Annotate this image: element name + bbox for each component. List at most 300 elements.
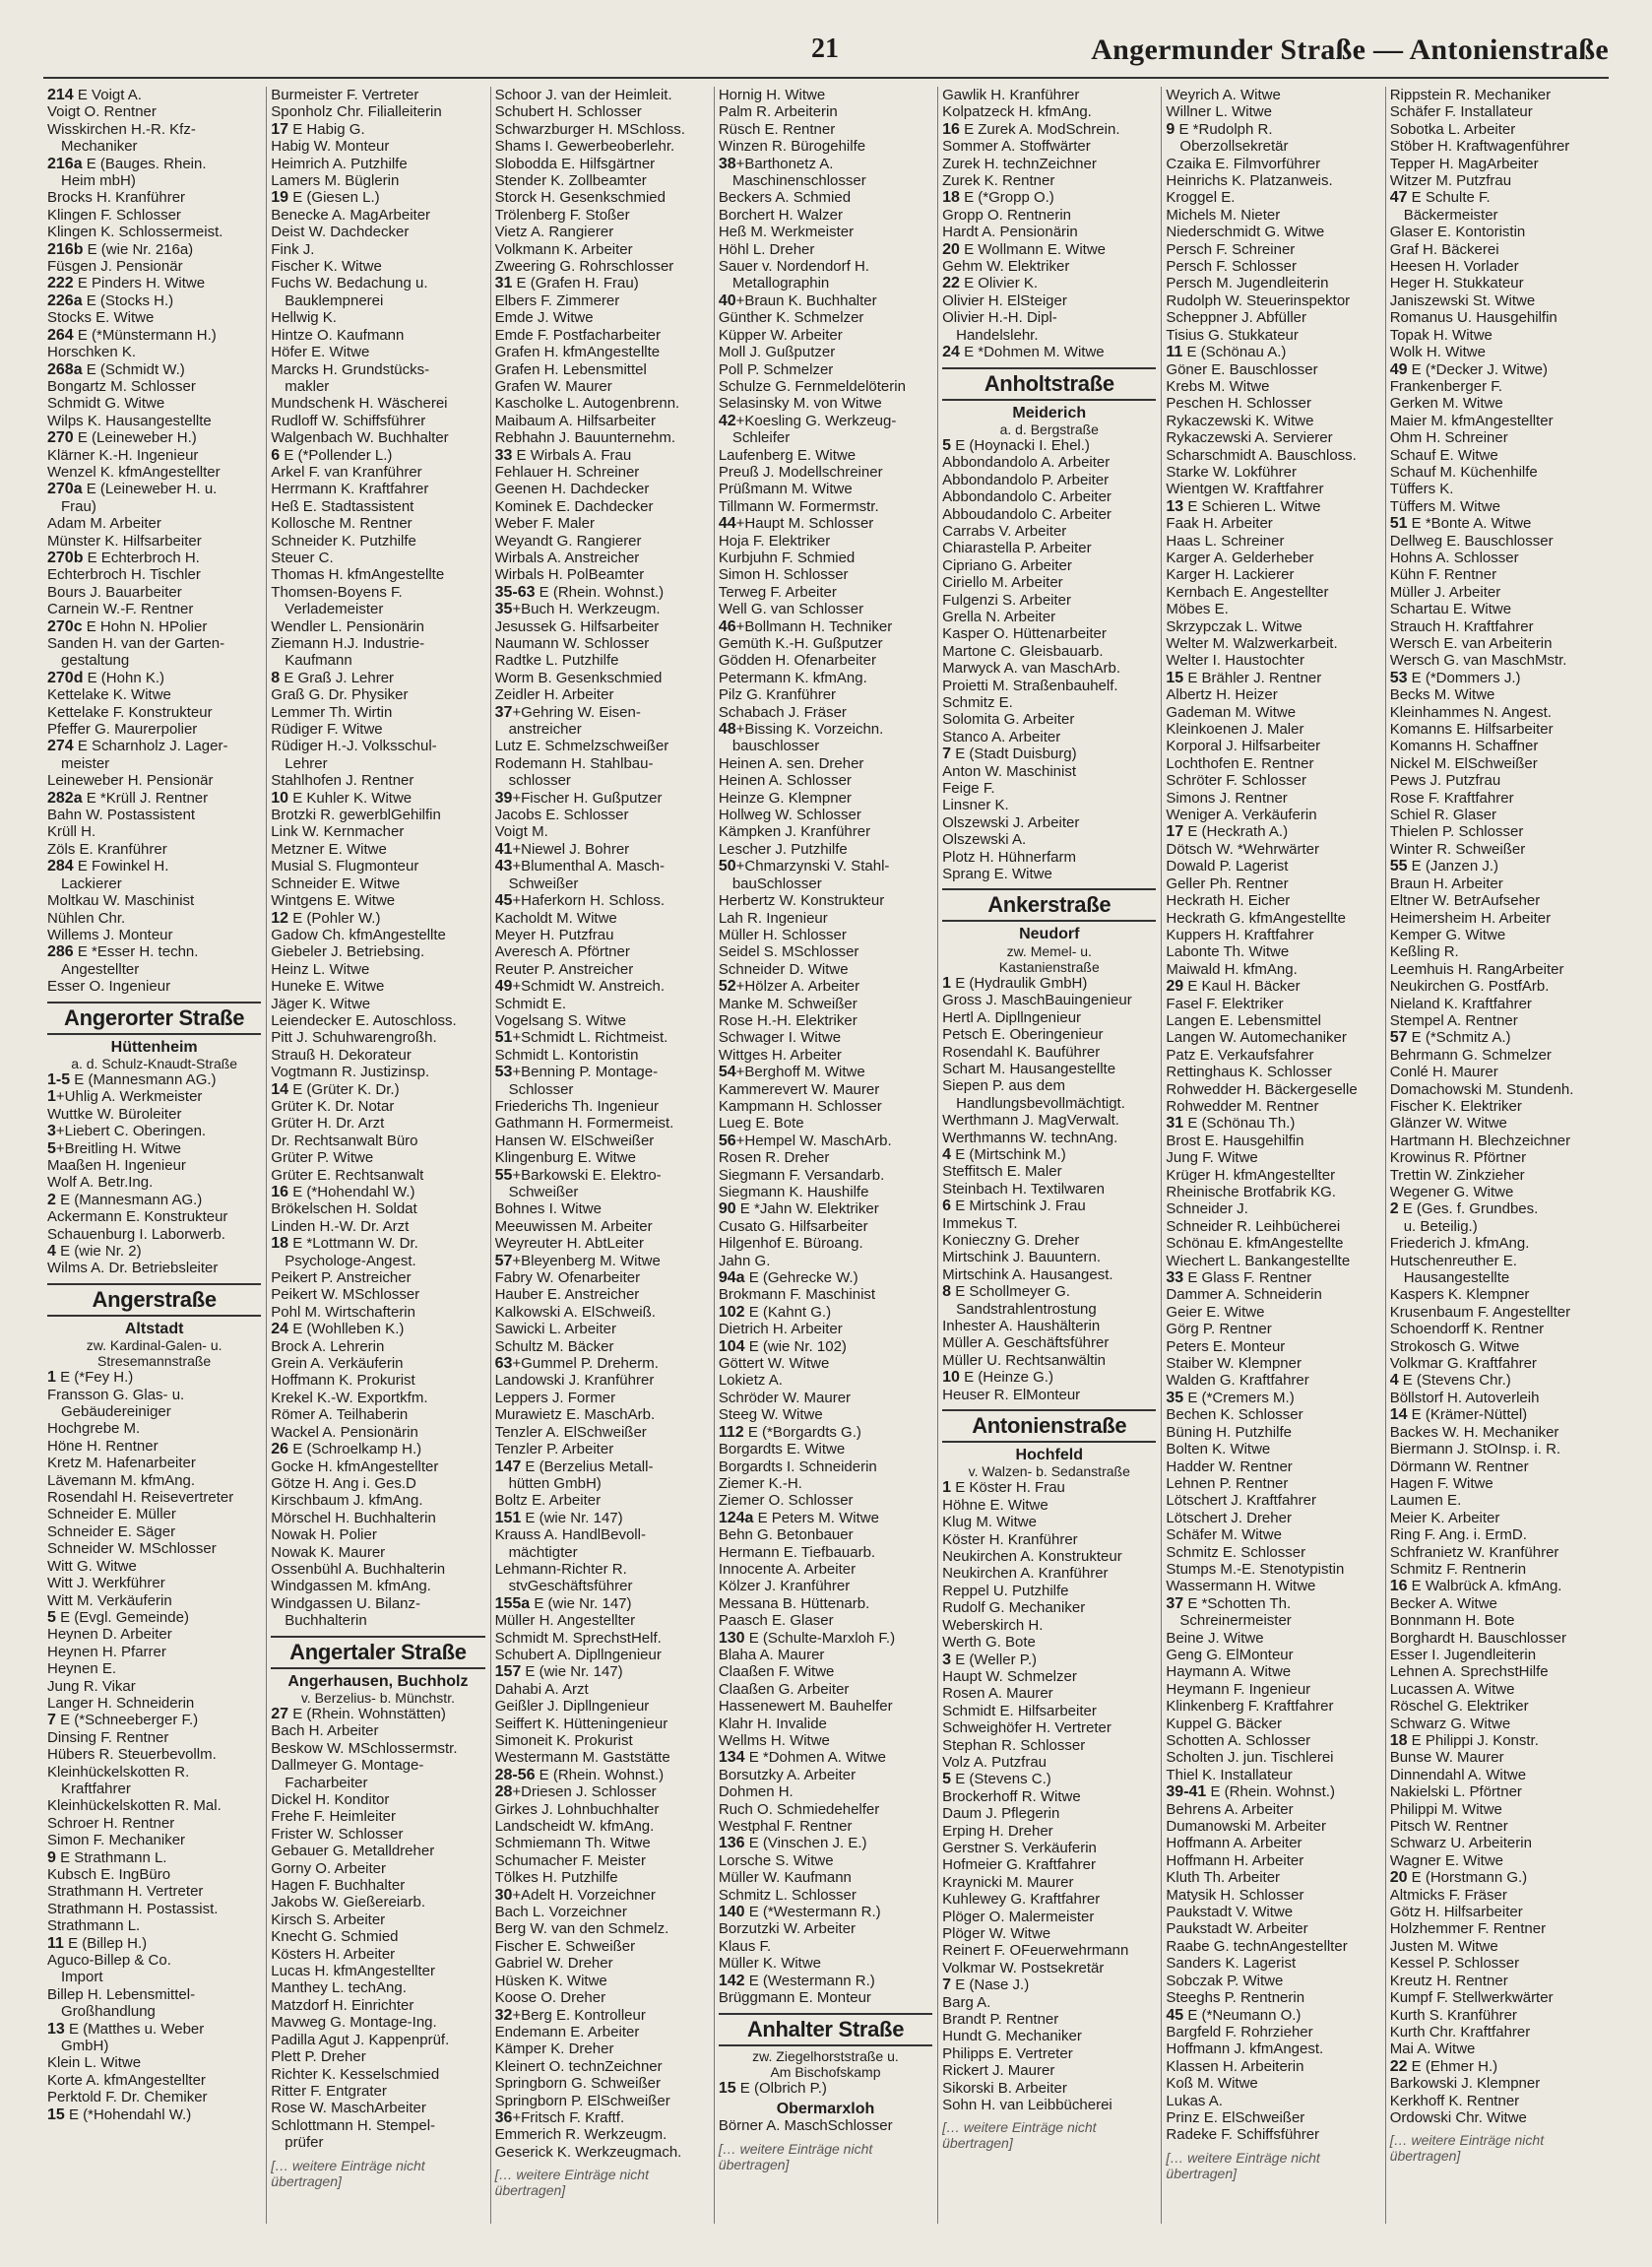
directory-entry [47, 858, 261, 874]
entry-text: Graf H. Bäckerei [1389, 240, 1499, 258]
entry-text: E (Hoynacki I. Ehel.) [951, 436, 1090, 454]
directory-entry [719, 1064, 932, 1080]
directory-entry [1390, 686, 1604, 703]
directory-entry [1390, 2093, 1604, 2109]
entry-text: zw. Memel- u. [1006, 942, 1092, 959]
directory-entry-continuation [47, 875, 261, 892]
house-number: 1 [942, 974, 952, 992]
directory-entry [1390, 550, 1604, 566]
entry-text: E Hohn N. HPolier [82, 617, 208, 635]
directory-entry [719, 1595, 932, 1612]
entry-text: Klaus F. [718, 1937, 772, 1955]
entry-text: meister [61, 754, 110, 772]
entry-text: Altstadt [124, 1320, 184, 1337]
entry-text: Pitsch W. Rentner [1389, 1818, 1508, 1836]
entry-text: Simon H. Schlosser [718, 566, 849, 584]
entry-text: Hundt G. Mechaniker [942, 2028, 1082, 2045]
entry-text: E (*Borgardts G.) [743, 1423, 861, 1441]
directory-entry [271, 1963, 484, 1979]
directory-entry [719, 292, 932, 309]
directory-entry [495, 447, 709, 464]
entry-text: Arkel F. van Kranführer [271, 463, 422, 481]
entry-text: Schlottmann H. Stempel- [271, 2116, 436, 2134]
entry-text: Klein L. Witwe [47, 2054, 142, 2072]
house-number: 35 [1166, 1389, 1184, 1406]
house-number: 12 [271, 909, 289, 927]
directory-entry [495, 1115, 709, 1132]
entry-text: bauschlosser [731, 738, 820, 755]
directory-entry [271, 2032, 484, 2048]
directory-entry [1166, 1783, 1379, 1800]
directory-entry [47, 1849, 261, 1866]
directory-entry [1390, 1887, 1604, 1904]
house-number: 9 [1166, 120, 1175, 138]
entry-text: +Buch H. Werkzeugm. [512, 601, 661, 618]
directory-entry [942, 1249, 1156, 1265]
entry-text: Bäckermeister [1403, 206, 1498, 224]
entry-text: Stresemannstraße [97, 1353, 212, 1370]
house-number: 19 [271, 189, 289, 207]
directory-entry [47, 1472, 261, 1489]
directory-entry [271, 910, 484, 927]
directory-entry [271, 1877, 484, 1894]
directory-entry [942, 1146, 1156, 1163]
directory-entry [271, 1098, 484, 1115]
entry-text: Knecht G. Schmied [271, 1928, 399, 1946]
entry-text: Hellwig K. [271, 309, 337, 327]
directory-entry [1166, 1441, 1379, 1457]
directory-entry [1166, 1200, 1379, 1217]
directory-entry [495, 1012, 709, 1029]
house-number: 214 [47, 87, 74, 103]
entry-text: Heimersheim H. Arbeiter [1389, 909, 1552, 927]
entry-text: Zweering G. Rohrschlosser [494, 258, 674, 276]
entry-text: Staiber W. Klempner [1166, 1355, 1302, 1373]
entry-text: Wientgen W. Kraftfahrer [1166, 481, 1324, 498]
directory-entry [495, 943, 709, 960]
house-number: 1 [942, 1479, 952, 1497]
entry-text: Nickel M. ElSchweißer [1389, 754, 1538, 772]
directory-entry [1166, 807, 1379, 823]
directory-entry [1166, 189, 1379, 206]
directory-entry [1390, 1920, 1604, 1937]
entry-text: Windgassen U. Bilanz- [271, 1594, 421, 1612]
entry-text: Willems J. Monteur [47, 926, 173, 943]
directory-entry [271, 1012, 484, 1029]
directory-entry [719, 1630, 932, 1647]
entry-text: E (Nase J.) [951, 1976, 1030, 1994]
house-number: 142 [718, 1972, 745, 1989]
entry-text: E Fowinkel H. [73, 858, 169, 875]
entry-text: Olivier H. ElSteiger [942, 291, 1067, 309]
entry-text: Stephan R. Schlosser [942, 1736, 1086, 1754]
entry-text: E (Mannesmann AG.) [55, 1191, 203, 1208]
directory-entry-continuation [47, 172, 261, 189]
directory-entry [1166, 1801, 1379, 1818]
entry-text: Anhalter Straße [746, 2016, 905, 2041]
directory-entry [1390, 704, 1604, 721]
entry-text: Stöber H. Kraftwagenführer [1389, 138, 1570, 156]
directory-entry [719, 361, 932, 378]
entry-text: Sanden H. van der Garten- [47, 635, 225, 652]
directory-entry [1390, 103, 1604, 120]
entry-text: Radtke L. Putzhilfe [494, 652, 619, 670]
directory-entry [1390, 858, 1604, 874]
directory-entry [1166, 1338, 1379, 1355]
entry-text: Mai A. Witwe [1389, 2040, 1476, 2058]
directory-entry [1166, 1235, 1379, 1252]
directory-entry [271, 2014, 484, 2031]
directory-entry [1166, 1458, 1379, 1475]
directory-entry [495, 1595, 709, 1612]
entry-text: Trettin W. Zinkzieher [1389, 1166, 1525, 1184]
entry-text: Krauss A. HandlBevoll- [494, 1526, 646, 1544]
entry-text: Heß M. Werkmeister [718, 224, 855, 241]
entry-text: Peikert W. MSchlosser [271, 1286, 420, 1304]
directory-entry [1166, 344, 1379, 360]
directory-entry [1166, 1561, 1379, 1578]
entry-text: Müller W. Kaufmann [718, 1869, 852, 1887]
entry-text: Kettelake F. Konstrukteur [47, 703, 213, 721]
entry-text: Anton W. Maschinist [942, 762, 1077, 780]
directory-entry [719, 103, 932, 120]
entry-text: Biermann J. StOInsp. i. R. [1389, 1441, 1561, 1458]
directory-entry [271, 1510, 484, 1526]
directory-entry [271, 309, 484, 326]
directory-entry [719, 1904, 932, 1920]
directory-entry [1166, 1406, 1379, 1423]
directory-entry [47, 1208, 261, 1225]
entry-text: E Voigt A. [73, 87, 142, 103]
directory-entry [942, 309, 1156, 326]
entry-text: Olszewski A. [942, 831, 1027, 849]
entry-text: Frister W. Schlosser [271, 1825, 404, 1843]
directory-entry [1166, 1253, 1379, 1269]
entry-text: Niederschmidt G. Witwe [1166, 224, 1325, 241]
directory-entry [719, 1526, 932, 1543]
entry-text: Obermarxloh [776, 2100, 875, 2117]
directory-entry [47, 790, 261, 807]
directory-entry [47, 1489, 261, 1506]
directory-entry [47, 1140, 261, 1157]
directory-entry [1390, 87, 1604, 103]
entry-text: Schmidt L. Kontoristin [494, 1046, 639, 1064]
entry-text: E (Gehrecke W.) [744, 1269, 858, 1287]
entry-text: Heimrich A. Putzhilfe [271, 155, 408, 172]
entry-text: Müller J. Arbeiter [1389, 583, 1501, 601]
directory-entry [271, 172, 484, 189]
entry-text: Hoffmann A. Arbeiter [1166, 1835, 1303, 1852]
entry-text: Wersch G. van MaschMstr. [1389, 652, 1567, 670]
entry-text: Schmidt E. Hilfsarbeiter [942, 1702, 1097, 1719]
directory-entry [271, 841, 484, 858]
directory-entry [942, 1044, 1156, 1061]
entry-text: Hausangestellte [1403, 1269, 1510, 1287]
directory-entry [942, 1198, 1156, 1214]
entry-text: Esser I. Jugendleiterin [1389, 1646, 1537, 1663]
entry-text: Wackel A. Pensionärin [271, 1423, 418, 1441]
entry-text: Glänzer W. Witwe [1389, 1115, 1507, 1133]
entry-text: +Berg E. Kontrolleur [512, 2006, 646, 2024]
directory-entry [1390, 361, 1604, 378]
entry-text: Faak H. Arbeiter [1166, 515, 1273, 533]
directory-entry [942, 625, 1156, 642]
entry-text: Lutz E. Schmelzschweißer [494, 738, 669, 755]
entry-text: Nowak K. Maurer [271, 1543, 386, 1561]
entry-text: E (*Fey H.) [55, 1369, 134, 1387]
directory-entry [719, 1029, 932, 1046]
directory-entry [719, 156, 932, 172]
directory-entry [1390, 910, 1604, 927]
house-number: 155a [494, 1594, 531, 1612]
entry-text: Schwarz G. Witwe [1389, 1715, 1511, 1732]
directory-entry [942, 1634, 1156, 1651]
entry-text: Pohl M. Wirtschafterin [271, 1303, 415, 1321]
entry-text: Pfeffer G. Maurerpolier [47, 721, 198, 739]
entry-text: Hoffmann J. kfmAngest. [1166, 2040, 1324, 2058]
directory-entry [47, 1832, 261, 1848]
entry-text: Kemper G. Witwe [1389, 926, 1506, 943]
directory-entry [1390, 2024, 1604, 2040]
entry-text: Nakielski L. Pförtner [1389, 1783, 1522, 1801]
entry-text: Kraynicki M. Maurer [942, 1873, 1074, 1891]
entry-text: Manke M. Schweißer [718, 995, 858, 1012]
directory-entry [271, 704, 484, 721]
entry-text: E Kuhler K. Witwe [288, 789, 413, 807]
directory-entry [47, 156, 261, 172]
directory-entry [1166, 1390, 1379, 1406]
entry-text: Schumacher F. Meister [494, 1851, 646, 1869]
entry-text: Paasch E. Glaser [718, 1612, 834, 1630]
entry-text: E (Horstmann G.) [1407, 1869, 1528, 1887]
directory-entry [47, 1626, 261, 1643]
directory-entry [495, 2007, 709, 2024]
entry-text: +Blumenthal A. Masch- [512, 858, 666, 875]
house-number: 274 [47, 738, 74, 755]
entry-text: Kalkowski A. ElSchweiß. [494, 1303, 656, 1321]
directory-entry [47, 978, 261, 995]
directory-entry [942, 1583, 1156, 1599]
directory-entry [495, 1526, 709, 1543]
entry-text: Skrzypczak L. Witwe [1166, 617, 1303, 635]
entry-text: Herrmann K. Kraftfahrer [271, 481, 429, 498]
directory-entry [495, 807, 709, 823]
directory-entry [271, 1595, 484, 1612]
directory-entry [1166, 2075, 1379, 2092]
entry-text: Sponholz Chr. Filialleiterin [271, 103, 442, 121]
directory-entry [47, 807, 261, 823]
entry-text: Heinen A. sen. Dreher [718, 754, 864, 772]
entry-text: Preuß J. Modellschreiner [718, 463, 883, 481]
entry-text: Simoneit K. Prokurist [494, 1732, 633, 1749]
directory-entry-continuation [47, 138, 261, 155]
directory-entry [271, 138, 484, 155]
entry-text: Schäfer F. Installateur [1389, 103, 1533, 121]
directory-entry [271, 1184, 484, 1200]
directory-entry [495, 1869, 709, 1886]
directory-entry [942, 780, 1156, 797]
entry-text: Gawlik H. Kranführer [942, 87, 1080, 103]
directory-entry [1166, 1372, 1379, 1389]
entry-text: Pilz G. Kranführer [718, 686, 837, 704]
house-number: 45 [1166, 2006, 1184, 2024]
entry-text: Wolf A. Betr.Ing. [47, 1174, 154, 1192]
entry-text: E (Westermann R.) [744, 1972, 875, 1989]
entry-text: Thomas H. kfmAngestellte [271, 566, 445, 584]
entry-text: Tisius G. Stukkateur [1166, 326, 1299, 344]
entry-text: Kleinert O. technZeichner [494, 2057, 663, 2075]
directory-entry [1390, 1681, 1604, 1698]
entry-text: Tüffers M. Witwe [1389, 497, 1500, 515]
entry-text: E (wie Nr. 147) [530, 1594, 632, 1612]
entry-text: Albertz H. Heizer [1166, 686, 1278, 704]
entry-text: E (Schönau A.) [1182, 344, 1287, 361]
house-number: 5 [942, 436, 952, 454]
entry-text: Scheppner J. Abfüller [1166, 309, 1306, 327]
entry-text: Maibaum A. Hilfsarbeiter [494, 412, 656, 429]
entry-text: Claaßen G. Arbeiter [718, 1680, 850, 1698]
directory-entry [1390, 224, 1604, 240]
directory-entry [719, 601, 932, 617]
entry-text: Vietz A. Rangierer [494, 224, 614, 241]
directory-entry [942, 2097, 1156, 2113]
directory-entry [719, 1887, 932, 1904]
entry-text: E Graß J. Lehrer [280, 669, 395, 686]
directory-entry-continuation [495, 875, 709, 892]
entry-text: Aguco-Billep & Co. [47, 1952, 171, 1970]
entry-text: +Haupt M. Schlosser [735, 515, 874, 533]
district-heading [719, 2101, 932, 2117]
directory-entry [495, 1218, 709, 1235]
directory-entry [495, 996, 709, 1012]
directory-entry [1166, 1064, 1379, 1080]
entry-text: Westermann M. Gaststätte [494, 1749, 670, 1767]
directory-entry [495, 1304, 709, 1321]
entry-text: Strauß H. Dekorateur [271, 1046, 412, 1064]
directory-entry [1166, 2058, 1379, 2075]
directory-entry [495, 1098, 709, 1115]
house-number: 1 [47, 1088, 56, 1106]
directory-entry [271, 1808, 484, 1825]
directory-entry [1390, 721, 1604, 738]
directory-entry [47, 550, 261, 566]
house-number: 57 [1389, 1029, 1408, 1047]
directory-entry [1166, 1955, 1379, 1972]
directory-entry [1166, 1355, 1379, 1372]
entry-text: Wellms H. Witwe [718, 1732, 830, 1749]
directory-entry [1390, 258, 1604, 275]
directory-entry [1390, 841, 1604, 858]
house-number: 26 [271, 1441, 289, 1458]
directory-entry [47, 927, 261, 943]
entry-text: E Wollmann E. Witwe [959, 240, 1107, 258]
directory-entry [719, 772, 932, 789]
directory-entry [271, 1722, 484, 1739]
directory-entry [719, 1338, 932, 1355]
directory-entry [271, 103, 484, 120]
directory-entry [271, 121, 484, 138]
directory-entry [942, 1942, 1156, 1959]
district-heading [942, 405, 1156, 421]
entry-text: Mechaniker [61, 138, 138, 156]
directory-entry [1390, 1424, 1604, 1441]
entry-text: Girkes J. Lohnbuchhalter [494, 1800, 660, 1818]
directory-entry [1390, 1783, 1604, 1800]
directory-entry [47, 1678, 261, 1695]
directory-entry [495, 464, 709, 481]
entry-text: Rohwedder M. Rentner [1166, 1097, 1319, 1115]
entry-text: Rose F. Kraftfahrer [1389, 789, 1514, 807]
house-number: 53 [1389, 669, 1408, 686]
entry-text: Friederichs Th. Ingenieur [494, 1097, 660, 1115]
directory-entry [495, 858, 709, 874]
entry-text: Inhester A. Haushälterin [942, 1318, 1101, 1334]
directory-entry-continuation [1390, 1269, 1604, 1286]
directory-entry [719, 413, 932, 429]
directory-entry [719, 566, 932, 583]
omitted-entries-note: [… weitere Einträge nicht übertragen] [718, 2140, 873, 2172]
entry-text: Witt M. Verkäuferin [47, 1591, 172, 1609]
directory-entry [1390, 1492, 1604, 1509]
directory-entry [271, 875, 484, 892]
house-number: 32 [494, 2006, 513, 2024]
directory-entry [495, 1561, 709, 1578]
entry-text: Oberzollsekretär [1179, 138, 1289, 156]
entry-text: Koose O. Dreher [494, 1989, 606, 2007]
entry-text: Prinz E. ElSchweißer [1166, 2108, 1305, 2126]
directory-entry [1166, 2007, 1379, 2024]
entry-text: Grüter K. Dr. Notar [271, 1097, 395, 1115]
entry-text: Rettinghaus K. Schlosser [1166, 1064, 1332, 1081]
entry-text: Grafen H. Lebensmittel [494, 360, 647, 378]
entry-text: Schweighöfer H. Vertreter [942, 1719, 1112, 1737]
house-number: 112 [718, 1423, 744, 1441]
entry-text: Selasinsky M. von Witwe [718, 395, 882, 413]
directory-entry [719, 1218, 932, 1235]
directory-entry [47, 103, 261, 120]
directory-entry [719, 961, 932, 978]
house-number: 4 [1389, 1372, 1399, 1390]
directory-entry [719, 1783, 932, 1800]
directory-entry [1390, 927, 1604, 943]
directory-entry [495, 1133, 709, 1149]
entry-text: Werthmann J. MagVerwalt. [942, 1112, 1119, 1130]
entry-text: Heinen A. Schlosser [718, 772, 852, 790]
entry-text: Langen E. Lebensmittel [1166, 1011, 1322, 1029]
entry-text: +Bissing K. Vorzeichn. [735, 721, 884, 739]
entry-text: Leiendecker E. Autoschloss. [271, 1011, 457, 1029]
directory-entry [942, 1283, 1156, 1300]
directory-entry [1390, 498, 1604, 515]
directory-entry [271, 738, 484, 754]
house-number: 270d [47, 669, 84, 686]
directory-entry [942, 1266, 1156, 1283]
entry-text: Schmidt E. [494, 995, 567, 1012]
entry-text: Altmicks F. Fräser [1389, 1886, 1507, 1904]
house-number: 14 [1389, 1406, 1408, 1424]
directory-entry [719, 1235, 932, 1252]
entry-text: Vogelsang S. Witwe [494, 1011, 626, 1029]
directory-entry [719, 1835, 932, 1851]
entry-text: Hollweg W. Schlosser [718, 807, 861, 824]
directory-entry [271, 1544, 484, 1561]
directory-entry [1166, 755, 1379, 772]
entry-text: Dinsing F. Rentner [47, 1728, 169, 1746]
directory-entry [271, 1997, 484, 2014]
directory-entry [271, 1706, 484, 1722]
entry-text: Olivier H.-H. Dipl- [942, 309, 1057, 327]
entry-text: Huneke E. Witwe [271, 978, 385, 996]
